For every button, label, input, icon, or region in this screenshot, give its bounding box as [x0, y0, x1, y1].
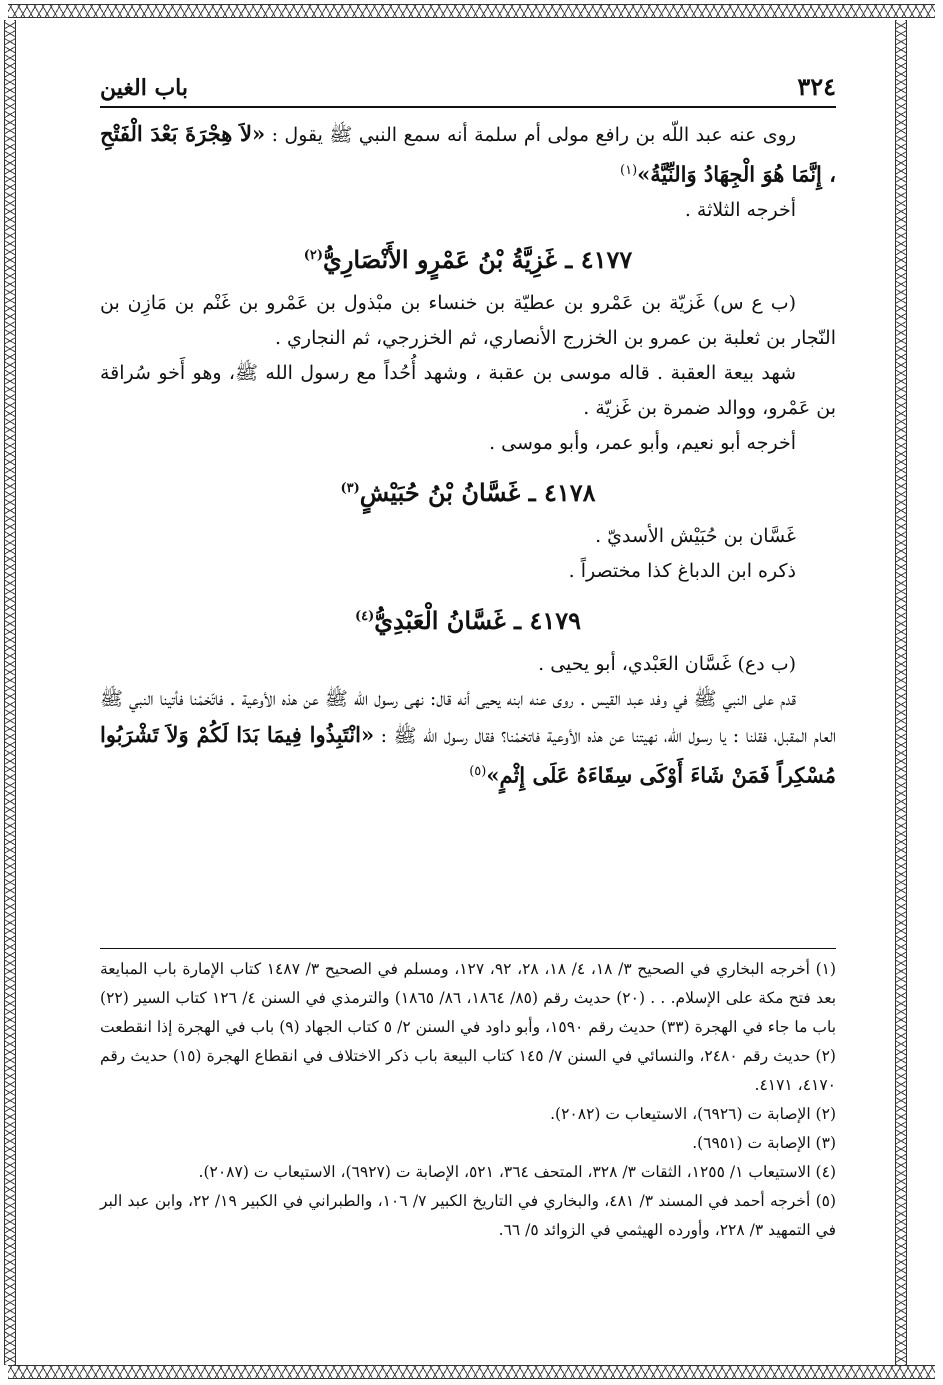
- entry-title: [100, 236, 836, 280]
- entry-paragraph: (ب ع س) غَزيّة بن عَمْرو بن عطيّة بن خنساء بن مبْذول بن عَمْرو بن غَنْم بن مَازِن بن النّجار بن ثعلبة بن عمرو بن الخزرج الأنصاري، ثم الخزرجي، ثم النجاري .: [100, 292, 836, 350]
- ornamental-border-bottom: [8, 1365, 935, 1379]
- entry-paragraph: أخرجه أبو نعيم، وأبو عمر، وأبو موسى .: [489, 432, 796, 455]
- page-number: ٣٢٤: [797, 72, 836, 101]
- footnotes: [100, 948, 836, 1245]
- main-text: [100, 116, 836, 795]
- entry-title: [100, 469, 836, 513]
- page-content: [100, 72, 836, 795]
- footnote-ref: (٥): [469, 764, 487, 780]
- hadith-text: «انْتَبِذُوا فِيمَا بَدَا لَكُمْ وَلاَ تَشْرَبُوا مُسْكِراً فَمَنْ شَاءَ أَوْكَى سِقَاءَهُ عَلَى إِثْمٍ»: [100, 722, 836, 788]
- entry-paragraph: [100, 682, 836, 794]
- intro-line: روى عنه عبد اللّه بن رافع مولى أم سلمة أنه سمع النبي ﷺ يقول :: [271, 124, 796, 146]
- ornamental-border-left: [4, 20, 16, 1365]
- intro-paragraph: [100, 116, 836, 193]
- entry-paragraph: غَسَّان بن حُبَيْش الأسديّ .: [595, 525, 796, 548]
- hadith-text: «لاَ هِجْرَةَ بَعْدَ الْفَتْحِ ، إِنَّمَا هُوَ الْجِهَادُ وَالنِّيَّةُ»: [100, 121, 836, 187]
- footnote: (٣) الإصابة ت (٦٩٥١).: [692, 1134, 836, 1152]
- footnote: (٤) الاستيعاب ١/ ١٢٥٥، الثقات ٣/ ٣٢٨، المتحف ٣٦٤، ٥٢١، الإصابة ت (٦٩٢٧)، الاستيعاب ت (٢٠٨٧).: [198, 1163, 836, 1181]
- entry-title-text: ٤١٧٧ ـ غَزِيَّةُ بْنُ عَمْرٍو الأَنْصَارِيُّ: [323, 245, 633, 275]
- page-header: [100, 72, 836, 108]
- chapter-title: باب الغين: [100, 75, 189, 101]
- footnote-ref: (٢): [303, 248, 324, 264]
- entry-text: قدم على النبي ﷺ في وفد عبد القيس . روى عنه ابنه يحيى أنه قال: نهى رسول الله ﷺ عن هذه الأوعية . فاتّخمْنا فأتينا النبي ﷺ العام المقبل، فقلنا : يا رسول الله، نهيتنا عن هذه الأوعية فاتخمْنا؟ فقال رسول الله ﷺ :: [100, 688, 836, 748]
- entry-paragraph: (ب دع) غَسَّان العَبْدي، أبو يحيى .: [538, 653, 796, 676]
- entry-title: [100, 597, 836, 641]
- footnote-ref: (١): [620, 163, 638, 178]
- ornamental-border-top: [8, 4, 935, 18]
- footnote: (٥) أخرجه أحمد في المسند ٣/ ٤٨١، والبخاري في التاريخ الكبير ٧/ ١٠٦، والطبراني في الكبير ١٩/ ٢٢، وابن عبد البر في التمهيد ٣/ ٢٢٨، وأورده الهيثمي في الزوائد ٥/ ٦٦.: [100, 1192, 837, 1239]
- ornamental-border-right: [895, 20, 907, 1365]
- footnote-ref: (٣): [340, 481, 360, 497]
- takhrij-line: أخرجه الثلاثة .: [684, 199, 796, 222]
- entry-paragraph: ذكره ابن الدباغ كذا مختصراً .: [568, 560, 796, 583]
- footnote: (٢) الإصابة ت (٦٩٢٦)، الاستيعاب ت (٢٠٨٢).: [550, 1105, 836, 1123]
- entry-title-text: ٤١٧٩ ـ غَسَّانُ الْعَبْدِيُّ: [374, 606, 582, 636]
- footnote: (١) أخرجه البخاري في الصحيح ٣/ ١٨، ٤/ ١٨، ٢٨، ٩٢، ١٢٧، ومسلم في الصحيح ٣/ ١٤٨٧ كتاب الإمارة باب المبايعة بعد فتح مكة على الإسلام. . . (٢٠) حديث رقم (٨٥/ ١٨٦٤، ٨٦/ ١٨٦٥) والترمذي في السنن ٤/ ١٢٦ كتاب السير (٢٢) باب ما جاء في الهجرة (٣٣) حديث رقم ١٥٩٠، وأبو داود في السنن ٢/ ٥ كتاب الجهاد (٩) باب في الهجرة إذا انقطعت (٢) حديث رقم ٢٤٨٠، والنسائي في السنن ٧/ ١٤٥ كتاب البيعة باب ذكر الاختلاف في انقطاع الهجرة (١٥) حديث رقم ٤١٧٠، ٤١٧١.: [100, 960, 837, 1094]
- footnote-ref: (٤): [354, 609, 375, 625]
- entry-title-text: ٤١٧٨ ـ غَسَّانُ بْنُ حُبَيْشٍ: [359, 478, 596, 508]
- entry-paragraph: شهد بيعة العقبة . قاله موسى بن عقبة ، وشهد أُحُداً مع رسول الله ﷺ، وهو أَخو سُراقة بن عَمْرو، ووالد ضمرة بن غَزيّة .: [100, 362, 836, 420]
